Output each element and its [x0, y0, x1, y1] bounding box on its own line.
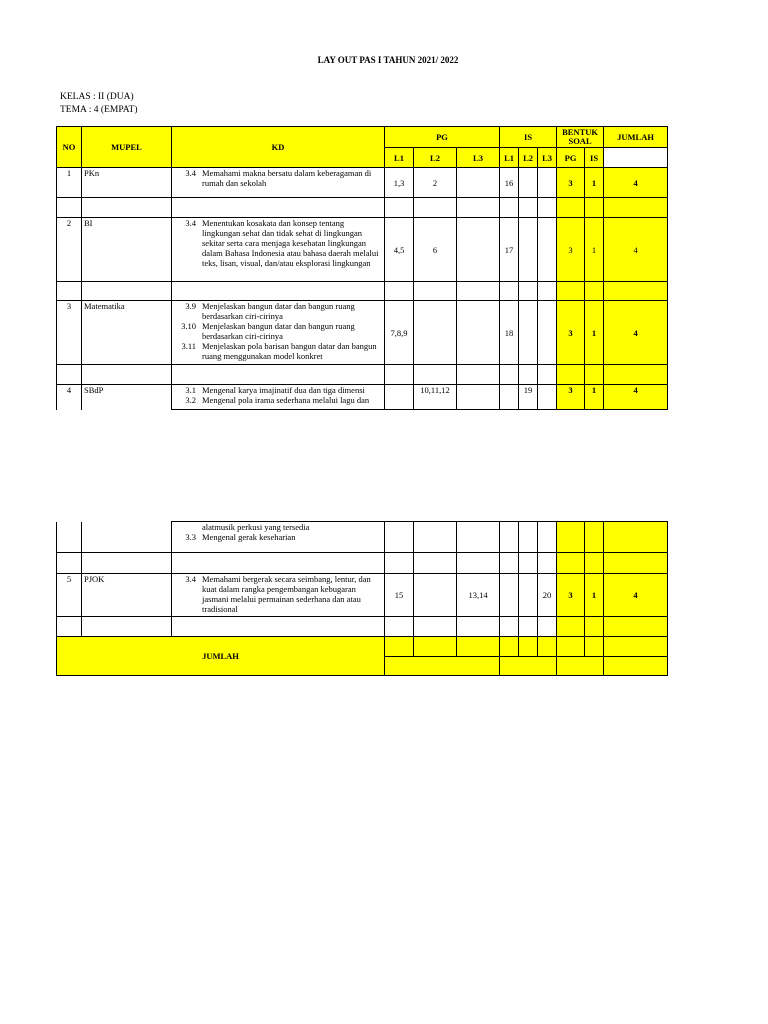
- header-pg-l2: L2: [414, 148, 457, 168]
- row-jumlah: 4: [604, 168, 668, 198]
- header-bentuk-soal: BENTUK SOAL: [557, 127, 604, 148]
- row-jumlah: 4: [604, 385, 668, 410]
- header-bs-is: IS: [585, 148, 604, 168]
- pg-l1: [385, 385, 414, 410]
- spacer-row: [57, 282, 668, 301]
- row-jumlah: 4: [604, 574, 668, 617]
- pg-l2: 2: [414, 168, 457, 198]
- is-l2: [519, 168, 538, 198]
- table-row: [57, 385, 668, 410]
- kd-number: [174, 522, 202, 532]
- kd-text: Mengenal pola irama sederhana melalui lagu dan: [202, 395, 370, 405]
- pg-l2: [414, 301, 457, 365]
- row-no: 4: [57, 385, 82, 410]
- header-pg-l3: L3: [457, 148, 500, 168]
- header-is-l1: L1: [500, 148, 519, 168]
- is-l1: [500, 385, 519, 410]
- bs-pg: 3: [557, 385, 585, 410]
- pg-l3: [457, 385, 500, 410]
- is-l3: [538, 218, 557, 282]
- pg-l2: 10,11,12: [414, 385, 457, 410]
- pg-l2: [414, 574, 457, 617]
- is-l2: [519, 218, 538, 282]
- pg-l1: 15: [385, 574, 414, 617]
- header-is-l2: L2: [519, 148, 538, 168]
- kd-number: 3.9: [185, 301, 196, 311]
- bs-is: 1: [585, 301, 604, 365]
- table-row-continuation: [57, 522, 668, 553]
- table-row: [57, 218, 668, 282]
- row-kd: [172, 218, 385, 282]
- kd-text: Menjelaskan pola barisan bangun datar dan bangun ruang menggunakan model konkret: [202, 341, 377, 361]
- header-pg-l1: L1: [385, 148, 414, 168]
- bs-pg: 3: [557, 218, 585, 282]
- is-l1: 18: [500, 301, 519, 365]
- kd-text: alatmusik perkusi yang tersedia: [202, 522, 310, 532]
- bs-is: 1: [585, 574, 604, 617]
- kd-number: 3.1: [185, 385, 196, 395]
- kd-text: Memahami makna bersatu dalam keberagaman di rumah dan sekolah: [202, 168, 372, 188]
- row-mupel: Matematika: [82, 301, 172, 365]
- is-l1: 17: [500, 218, 519, 282]
- page-title: LAY OUT PAS I TAHUN 2021/ 2022: [317, 55, 459, 65]
- pg-l1: 1,3: [385, 168, 414, 198]
- row-kd: [172, 301, 385, 365]
- pg-l3: [457, 218, 500, 282]
- row-jumlah: 4: [604, 301, 668, 365]
- layout-table-bottom: [56, 521, 668, 676]
- bs-pg: 3: [557, 301, 585, 365]
- header-is-l3: L3: [538, 148, 557, 168]
- kd-number: 3.4: [185, 168, 196, 178]
- row-no: 2: [57, 218, 82, 282]
- row-no: 3: [57, 301, 82, 365]
- header-jumlah: JUMLAH: [604, 127, 668, 148]
- row-mupel: PJOK: [82, 574, 172, 617]
- kd-text: Mengenal gerak keseharian: [202, 532, 296, 542]
- kd-text: Mengenal karya imajinatif dua dan tiga dimensi: [202, 385, 365, 395]
- table-row: [57, 168, 668, 198]
- kd-number: 3.3: [185, 532, 196, 542]
- is-l2: [519, 574, 538, 617]
- kd-text: Menjelaskan bangun datar dan bangun ruang berdasarkan ciri-cirinya: [202, 301, 355, 321]
- header-no: NO: [57, 127, 82, 168]
- is-l3: [538, 385, 557, 410]
- row-kd: [172, 522, 385, 553]
- row-mupel: BI: [82, 218, 172, 282]
- header-mupel: MUPEL: [82, 127, 172, 168]
- kd-text: Menjelaskan bangun datar dan bangun ruang berdasarkan ciri-cirinya: [202, 321, 355, 341]
- is-l3: 20: [538, 574, 557, 617]
- kd-number: 3.2: [185, 395, 196, 405]
- pg-l3: [457, 301, 500, 365]
- kelas-label: KELAS : II (DUA): [60, 92, 134, 102]
- kd-number: 3.10: [181, 321, 196, 331]
- pg-l1: 4,5: [385, 218, 414, 282]
- bs-pg: 3: [557, 168, 585, 198]
- spacer-row: [57, 198, 668, 218]
- row-mupel: PKn: [82, 168, 172, 198]
- row-jumlah: 4: [604, 218, 668, 282]
- header-is: IS: [500, 127, 557, 148]
- header-bs-pg: PG: [557, 148, 585, 168]
- kd-number: 3.11: [181, 341, 196, 351]
- row-kd: [172, 168, 385, 198]
- bs-is: 1: [585, 218, 604, 282]
- spacer-row: [57, 617, 668, 637]
- pg-l1: 7,8,9: [385, 301, 414, 365]
- kd-text: Memahami bergerak secara seimbang, lentur, dan kuat dalam rangka pengembangan kebugaran jasmani melalui permainan sederhana dan atau tradisional: [202, 574, 371, 614]
- row-mupel: SBdP: [82, 385, 172, 410]
- is-l2: 19: [519, 385, 538, 410]
- tema-label: TEMA : 4 (EMPAT): [60, 105, 138, 115]
- bs-is: 1: [585, 385, 604, 410]
- table-row: [57, 574, 668, 617]
- pg-l3: 13,14: [457, 574, 500, 617]
- is-l3: [538, 301, 557, 365]
- header-jumlah-blank: [604, 148, 668, 168]
- bs-is: 1: [585, 168, 604, 198]
- is-l2: [519, 301, 538, 365]
- table-row: [57, 301, 668, 365]
- is-l1: 16: [500, 168, 519, 198]
- is-l3: [538, 168, 557, 198]
- total-row: [57, 637, 668, 657]
- row-no: 1: [57, 168, 82, 198]
- spacer-row: [57, 365, 668, 385]
- pg-l2: 6: [414, 218, 457, 282]
- kd-number: 3.4: [185, 218, 196, 228]
- total-label: JUMLAH: [57, 637, 385, 676]
- header-pg: PG: [385, 127, 500, 148]
- pg-l3: [457, 168, 500, 198]
- row-kd: [172, 385, 385, 410]
- layout-table-top: [56, 126, 668, 410]
- header-kd: KD: [172, 127, 385, 168]
- spacer-row: [57, 553, 668, 574]
- kd-text: Menentukan kosakata dan konsep tentang lingkungan sehat dan tidak sehat di lingkungan sekitar serta cara menjaga kesehatan lingkungan dalam Bahasa Indonesia atau bahasa daerah melalui teks, lisan, visual, dan/atau eksplorasi lingkungan: [202, 218, 379, 268]
- bs-pg: 3: [557, 574, 585, 617]
- kd-number: 3.4: [185, 574, 196, 584]
- row-no: 5: [57, 574, 82, 617]
- row-kd: [172, 574, 385, 617]
- is-l1: [500, 574, 519, 617]
